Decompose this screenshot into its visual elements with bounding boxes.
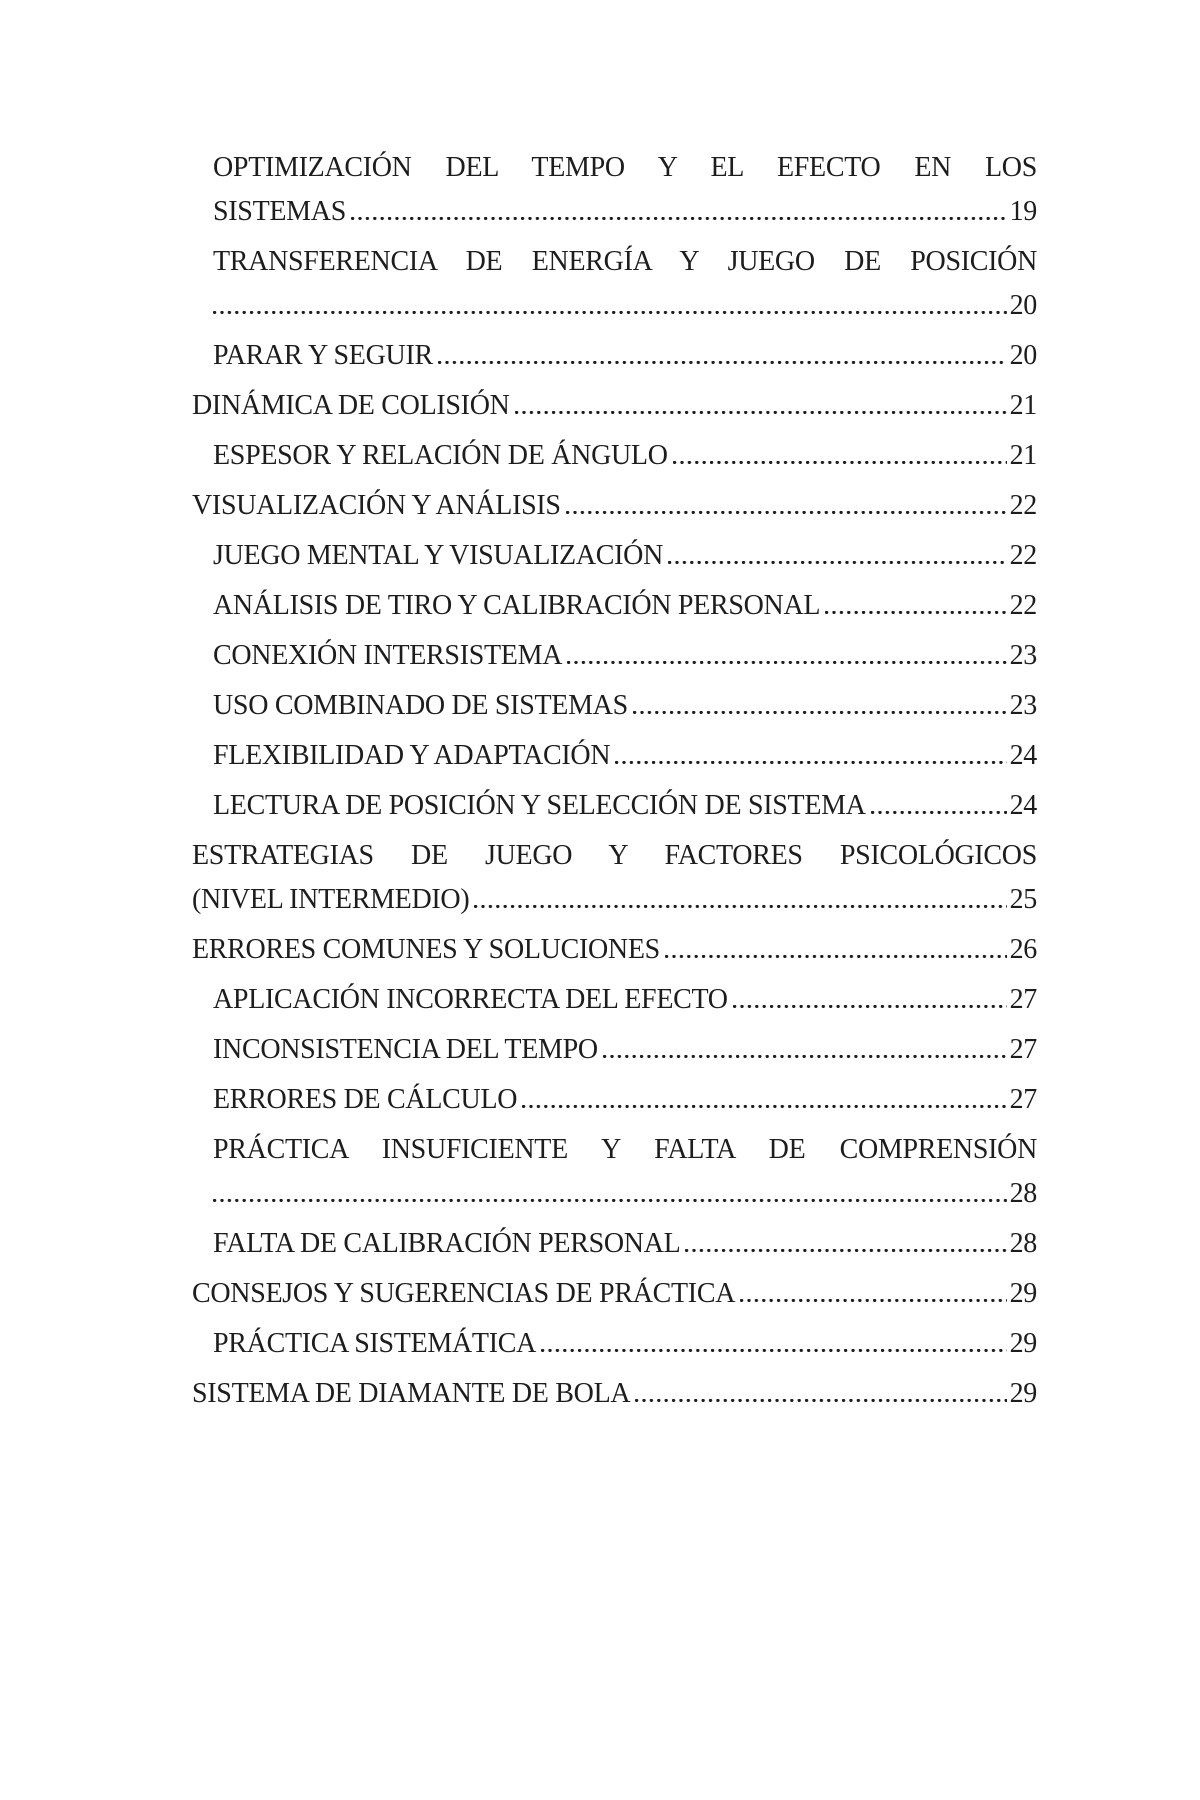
toc-entry-line bbox=[213, 784, 1037, 828]
toc-entry-label: CONSEJOS Y SUGERENCIAS DE PRÁCTICA bbox=[192, 1278, 736, 1309]
toc-entry bbox=[192, 784, 1037, 828]
dot-leader bbox=[665, 953, 1007, 958]
toc-entry-label: JUEGO MENTAL Y VISUALIZACIÓN bbox=[213, 540, 664, 571]
toc-page-number: 22 bbox=[1009, 590, 1037, 621]
toc-entry-line bbox=[213, 1028, 1037, 1072]
toc-entry-label: FALTA DE CALIBRACIÓN PERSONAL bbox=[213, 1228, 681, 1259]
toc-entry-line bbox=[192, 384, 1037, 428]
toc-entry-line bbox=[213, 978, 1037, 1022]
toc-page-number: 29 bbox=[1009, 1328, 1037, 1359]
toc-entry-label: ANÁLISIS DE TIRO Y CALIBRACIÓN PERSONAL bbox=[213, 590, 821, 621]
toc-entry-label: VISUALIZACIÓN Y ANÁLISIS bbox=[192, 490, 561, 521]
toc-entry bbox=[192, 834, 1037, 922]
toc-entry-line bbox=[192, 484, 1037, 528]
toc-entry-label: (NIVEL INTERMEDIO) bbox=[192, 884, 470, 915]
toc-entry-line bbox=[213, 1172, 1037, 1216]
toc-entry-label: ESPESOR Y RELACIÓN DE ÁNGULO bbox=[213, 440, 668, 471]
toc-entry-label: USO COMBINADO DE SISTEMAS bbox=[213, 690, 628, 721]
toc-entry-line bbox=[213, 584, 1037, 628]
dot-leader bbox=[615, 759, 1006, 764]
toc-entry-line bbox=[213, 190, 1037, 234]
toc-page-number: 24 bbox=[1009, 740, 1037, 771]
dot-leader bbox=[673, 459, 1007, 464]
dot-leader bbox=[541, 1347, 1007, 1352]
toc-entry bbox=[192, 1372, 1037, 1416]
toc-entry bbox=[192, 928, 1037, 972]
toc-list bbox=[192, 146, 1037, 1422]
toc-page-number: 20 bbox=[1009, 340, 1037, 371]
toc-entry bbox=[192, 734, 1037, 778]
toc-entry-label: FLEXIBILIDAD Y ADAPTACIÓN bbox=[213, 740, 611, 771]
dot-leader bbox=[522, 1103, 1006, 1108]
toc-entry-line bbox=[213, 434, 1037, 478]
toc-entry-label: APLICACIÓN INCORRECTA DEL EFECTO bbox=[213, 984, 728, 1015]
toc-entry-line bbox=[213, 734, 1037, 778]
toc-entry-line: PRÁCTICA INSUFICIENTE Y FALTA DE COMPRENSIÓN bbox=[213, 1134, 1037, 1165]
toc-entry-line bbox=[213, 1078, 1037, 1122]
toc-entry-line bbox=[192, 878, 1037, 922]
toc-entry bbox=[192, 534, 1037, 578]
toc-entry-label: LECTURA DE POSICIÓN Y SELECCIÓN DE SISTEMA bbox=[213, 790, 866, 821]
toc-entry bbox=[192, 240, 1037, 328]
toc-entry-line bbox=[213, 284, 1037, 328]
toc-page-number: 23 bbox=[1009, 690, 1037, 721]
toc-page-number: 27 bbox=[1009, 984, 1037, 1015]
toc-entry-line bbox=[213, 1322, 1037, 1366]
toc-page-number: 26 bbox=[1009, 934, 1037, 965]
toc-entry-label: DINÁMICA DE COLISIÓN bbox=[192, 390, 510, 421]
toc-page-number: 29 bbox=[1009, 1278, 1037, 1309]
toc-page-number: 22 bbox=[1009, 490, 1037, 521]
dot-leader bbox=[351, 215, 1007, 220]
toc-entry bbox=[192, 146, 1037, 234]
toc-entry-label: INCONSISTENCIA DEL TEMPO bbox=[213, 1034, 598, 1065]
toc-page-number: 27 bbox=[1009, 1084, 1037, 1115]
toc-entry-line bbox=[213, 534, 1037, 578]
toc-entry bbox=[192, 1272, 1037, 1316]
toc-page-number: 28 bbox=[1009, 1228, 1037, 1259]
dot-leader bbox=[733, 1003, 1007, 1008]
toc-page-number: 23 bbox=[1009, 640, 1037, 671]
toc-entry-line bbox=[213, 334, 1037, 378]
dot-leader bbox=[871, 809, 1007, 814]
dot-leader bbox=[567, 659, 1006, 664]
toc-page-number: 19 bbox=[1009, 196, 1037, 227]
toc-entry-line: OPTIMIZACIÓN DEL TEMPO Y EL EFECTO EN LOS bbox=[213, 152, 1037, 183]
toc-page-number: 28 bbox=[1009, 1178, 1037, 1209]
toc-entry bbox=[192, 978, 1037, 1022]
toc-entry bbox=[192, 334, 1037, 378]
dot-leader bbox=[825, 609, 1006, 614]
dot-leader bbox=[566, 509, 1007, 514]
toc-page-number: 21 bbox=[1009, 390, 1037, 421]
toc-entry-label: ERRORES COMUNES Y SOLUCIONES bbox=[192, 934, 660, 965]
dot-leader bbox=[438, 359, 1007, 364]
toc-page-number: 25 bbox=[1009, 884, 1037, 915]
toc-entry-line bbox=[213, 1222, 1037, 1266]
toc-entry-line: ESTRATEGIAS DE JUEGO Y FACTORES PSICOLÓGICOS bbox=[192, 840, 1037, 871]
toc-entry bbox=[192, 1128, 1037, 1216]
dot-leader bbox=[635, 1397, 1006, 1402]
toc-entry bbox=[192, 384, 1037, 428]
toc-entry bbox=[192, 634, 1037, 678]
toc-entry bbox=[192, 434, 1037, 478]
toc-page-number: 21 bbox=[1009, 440, 1037, 471]
dot-leader bbox=[603, 1053, 1007, 1058]
toc-entry bbox=[192, 1078, 1037, 1122]
dot-leader bbox=[668, 559, 1007, 564]
dot-leader bbox=[213, 309, 1007, 314]
dot-leader bbox=[474, 903, 1006, 908]
toc-entry-label: CONEXIÓN INTERSISTEMA bbox=[213, 640, 563, 671]
toc-entry-label: PARAR Y SEGUIR bbox=[213, 340, 433, 371]
toc-entry bbox=[192, 584, 1037, 628]
dot-leader bbox=[213, 1197, 1007, 1202]
toc-page-number: 29 bbox=[1009, 1378, 1037, 1409]
toc-entry-line bbox=[213, 634, 1037, 678]
toc-entry-label: PRÁCTICA SISTEMÁTICA bbox=[213, 1328, 537, 1359]
toc-entry bbox=[192, 1322, 1037, 1366]
dot-leader bbox=[515, 409, 1007, 414]
toc-entry-line: TRANSFERENCIA DE ENERGÍA Y JUEGO DE POSICIÓN bbox=[213, 246, 1037, 277]
toc-entry bbox=[192, 1222, 1037, 1266]
dot-leader bbox=[740, 1297, 1006, 1302]
toc-page-number: 24 bbox=[1009, 790, 1037, 821]
toc-entry bbox=[192, 484, 1037, 528]
toc-entry-line bbox=[192, 1372, 1037, 1416]
toc-entry-line bbox=[192, 928, 1037, 972]
toc-page-number: 27 bbox=[1009, 1034, 1037, 1065]
toc-entry-line bbox=[213, 684, 1037, 728]
toc-entry-label: SISTEMA DE DIAMANTE DE BOLA bbox=[192, 1378, 631, 1409]
toc-entry-label: ERRORES DE CÁLCULO bbox=[213, 1084, 518, 1115]
toc-entry-line bbox=[192, 1272, 1037, 1316]
toc-page-number: 22 bbox=[1009, 540, 1037, 571]
dot-leader bbox=[633, 709, 1007, 714]
toc-entry bbox=[192, 684, 1037, 728]
toc-page-number: 20 bbox=[1009, 290, 1037, 321]
toc-entry bbox=[192, 1028, 1037, 1072]
toc-entry-label: SISTEMAS bbox=[213, 196, 346, 227]
dot-leader bbox=[685, 1247, 1006, 1252]
